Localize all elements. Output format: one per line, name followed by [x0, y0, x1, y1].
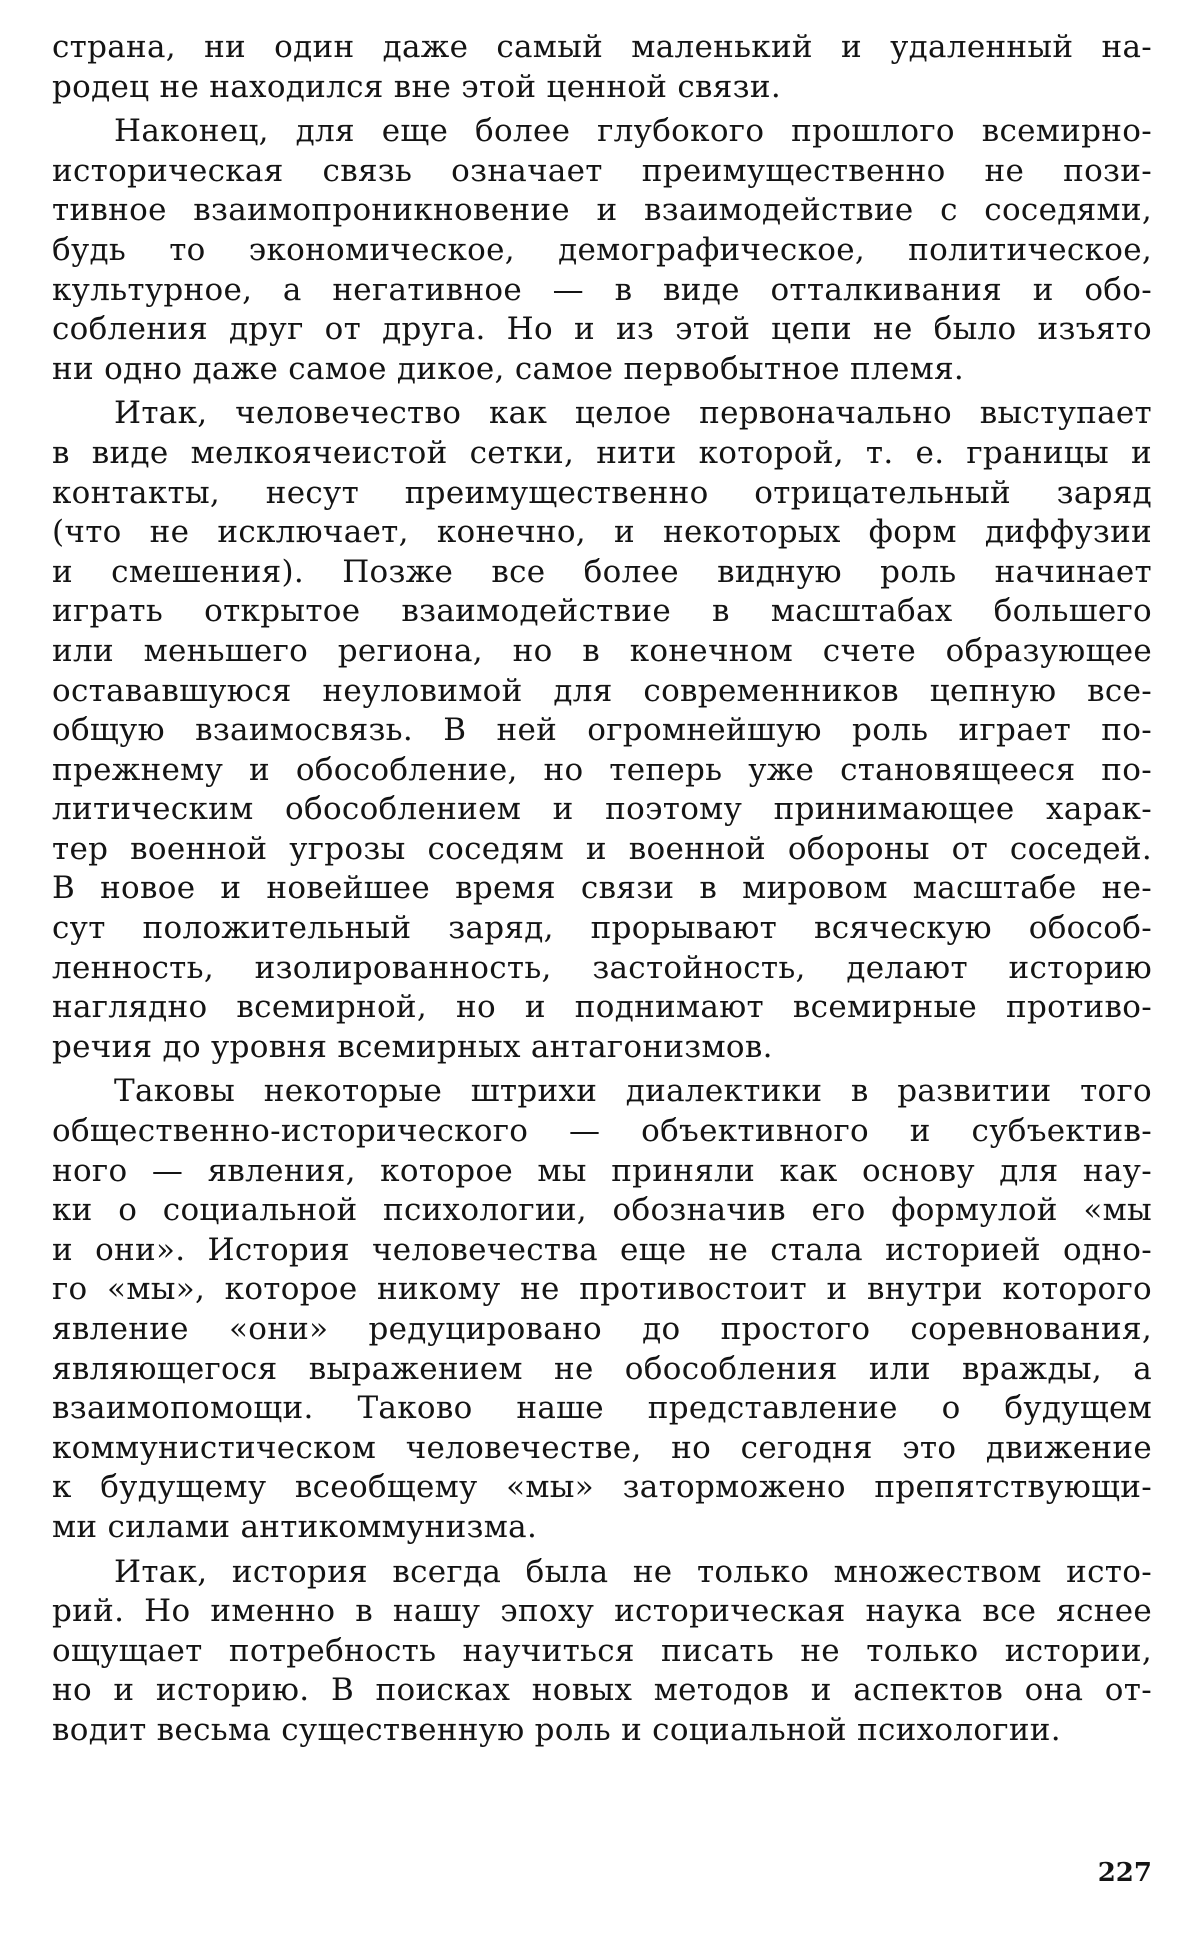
text-line: ки о социальной психологии, обозначив его формулой «мы [52, 1192, 1152, 1229]
text-line: Наконец, для еще более глубокого прошлого всемирно- [114, 113, 1152, 150]
text-line: речия до уровня всемирных антагонизмов. [52, 1028, 773, 1065]
text-line: рий. Но именно в нашу эпоху историческая наука все яснее [52, 1593, 1152, 1630]
paragraph [52, 112, 1152, 389]
paragraph [52, 394, 1152, 1067]
paragraph [52, 1072, 1152, 1547]
text-line: или меньшего региона, но в конечном счете образующее [52, 632, 1152, 669]
text-line: сут положительный заряд, прорывают всяческую обособ- [52, 910, 1152, 947]
text-line: родец не находился вне этой ценной связи. [52, 68, 781, 105]
text-line: (что не исключает, конечно, и некоторых форм диффузии [52, 514, 1152, 551]
text-line: собления друг от друга. Но и из этой цепи не было изъято [52, 311, 1152, 348]
text-line: го «мы», которое никому не противостоит и внутри которого [52, 1271, 1152, 1308]
text-line: общественно-исторического — объективного и субъектив- [52, 1113, 1152, 1150]
text-line: прежнему и обособление, но теперь уже становящееся по- [52, 751, 1152, 788]
paragraph [52, 28, 1152, 107]
text-line: и они». История человечества еще не стала историей одно- [52, 1231, 1152, 1268]
text-line: Таковы некоторые штрихи диалектики в развитии того [114, 1073, 1152, 1110]
text-line: историческая связь означает преимущественно не пози- [52, 152, 1152, 189]
text-line: водит весьма существенную роль и социальной психологии. [52, 1711, 1061, 1748]
text-line: культурное, а негативное — в виде отталкивания и обо- [52, 271, 1152, 308]
text-line: являющегося выражением не обособления или вражды, а [52, 1350, 1152, 1387]
text-line: коммунистическом человечестве, но сегодня это движение [52, 1429, 1152, 1466]
text-line: Итак, история всегда была не только множеством исто- [114, 1553, 1152, 1590]
text-line: страна, ни один даже самый маленький и удаленный на- [52, 29, 1152, 65]
text-line: остававшуюся неуловимой для современников цепную все- [52, 672, 1152, 709]
text-line: литическим обособлением и поэтому принимающее харак- [52, 791, 1152, 828]
text-line: ленность, изолированность, застойность, делают историю [52, 949, 1152, 986]
text-line: наглядно всемирной, но и поднимают всемирные противо- [52, 989, 1152, 1026]
page-number: 227 [1097, 1858, 1152, 1888]
text-line: в виде мелкоячеистой сетки, нити которой, т. е. границы и [52, 434, 1152, 471]
text-line: взаимопомощи. Таково наше представление о будущем [52, 1390, 1152, 1427]
text-line: контакты, несут преимущественно отрицательный заряд [52, 474, 1152, 511]
text-line: явление «они» редуцировано до простого соревнования, [52, 1311, 1152, 1347]
text-line: ного — явления, которое мы приняли как основу для нау- [52, 1152, 1152, 1189]
text-line: к будущему всеобщему «мы» заторможено препятствующи- [52, 1469, 1152, 1506]
text-line: тивное взаимопроникновение и взаимодействие с соседями, [52, 192, 1152, 229]
text-line: ни одно даже самое дикое, самое первобытное племя. [52, 350, 965, 387]
text-line: ощущает потребность научиться писать не только истории, [52, 1632, 1152, 1669]
page-body [52, 28, 1152, 1751]
text-line: и смешения). Позже все более видную роль начинает [52, 553, 1152, 590]
text-line: Итак, человечество как целое первоначально выступает [114, 395, 1152, 432]
text-line: тер военной угрозы соседям и военной обороны от соседей. [52, 830, 1152, 867]
text-line: но и историю. В поисках новых методов и аспектов она от- [52, 1672, 1152, 1709]
text-line: будь то экономическое, демографическое, политическое, [52, 231, 1152, 268]
text-line: играть открытое взаимодействие в масштабах большего [52, 593, 1152, 630]
text-line: общую взаимосвязь. В ней огромнейшую роль играет по- [52, 712, 1152, 749]
text-line: В новое и новейшее время связи в мировом масштабе не- [52, 870, 1152, 907]
text-line: ми силами антикоммунизма. [52, 1508, 538, 1545]
paragraph [52, 1553, 1152, 1751]
